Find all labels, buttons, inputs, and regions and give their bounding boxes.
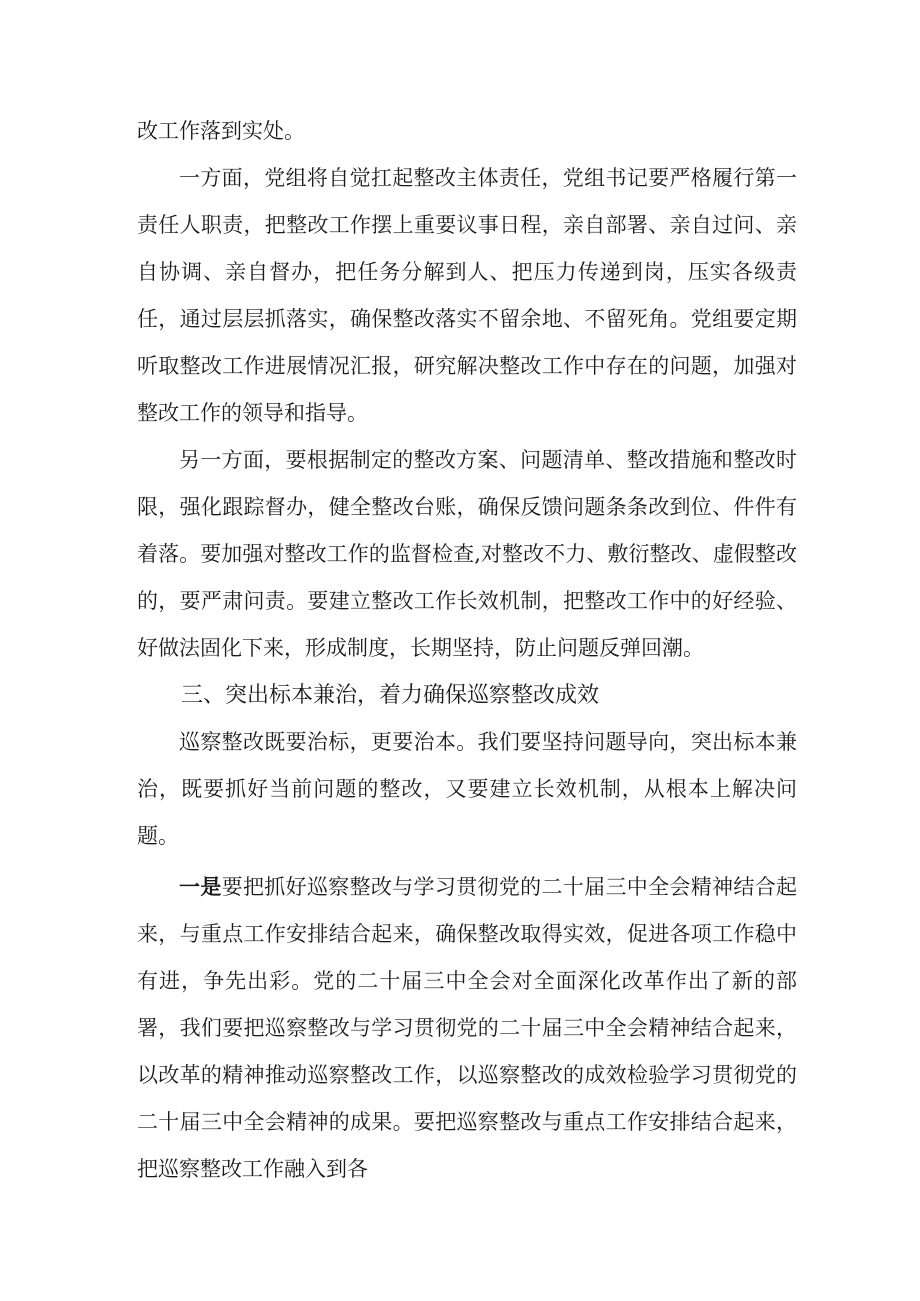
paragraph-section-intro: 巡察整改既要治标，更要治本。我们要坚持问题导向，突出标本兼治，既要抓好当前问题的整改，又要建立长效机制，从根本上解决问题。 bbox=[137, 730, 797, 848]
document-page bbox=[137, 108, 797, 1193]
paragraph-on-other-hand: 另一方面，要根据制定的整改方案、问题清单、整改措施和整改时限，强化跟踪督办，健全整改台账，确保反馈问题条条改到位、件件有着落。要加强对整改工作的监督检查,对整改不力、敷衍整改、虚假整改的，要严肃问责。要建立整改工作长效机制，把整改工作中的好经验、好做法固化下来，形成制度，长期坚持，防止问题反弹回潮。 bbox=[137, 448, 797, 660]
paragraph-continuation: 改工作落到实处。 bbox=[137, 119, 305, 143]
paragraph-on-one-hand: 一方面，党组将自觉扛起整改主体责任，党组书记要严格履行第一责任人职责，把整改工作摆上重要议事日程，亲自部署、亲自过问、亲自协调、亲自督办，把任务分解到人、把压力传递到岗，压实各级责任，通过层层抓落实，确保整改落实不留余地、不留死角。党组要定期听取整改工作进展情况汇报，研究解决整改工作中存在的问题，加强对整改工作的领导和指导。 bbox=[137, 166, 797, 425]
section-heading-3: 三、突出标本兼治，着力确保巡察整改成效 bbox=[181, 683, 600, 708]
paragraph-first-point bbox=[137, 864, 797, 1193]
first-point-body: 要把抓好巡察整改与学习贯彻党的二十届三中全会精神结合起来，与重点工作安排结合起来，确保整改取得实效，促进各项工作稳中有进，争先出彩。党的二十届三中全会对全面深化改革作出了新的部署，我们要把巡察整改与学习贯彻党的二十届三中全会精神结合起来，以改革的精神推动巡察整改工作，以巡察整改的成效检验学习贯彻党的二十届三中全会精神的成果。要把巡察整改与重点工作安排结合起来，把巡察整改工作融入到各 bbox=[137, 875, 798, 1181]
first-point-lead: 一是 bbox=[179, 875, 222, 899]
